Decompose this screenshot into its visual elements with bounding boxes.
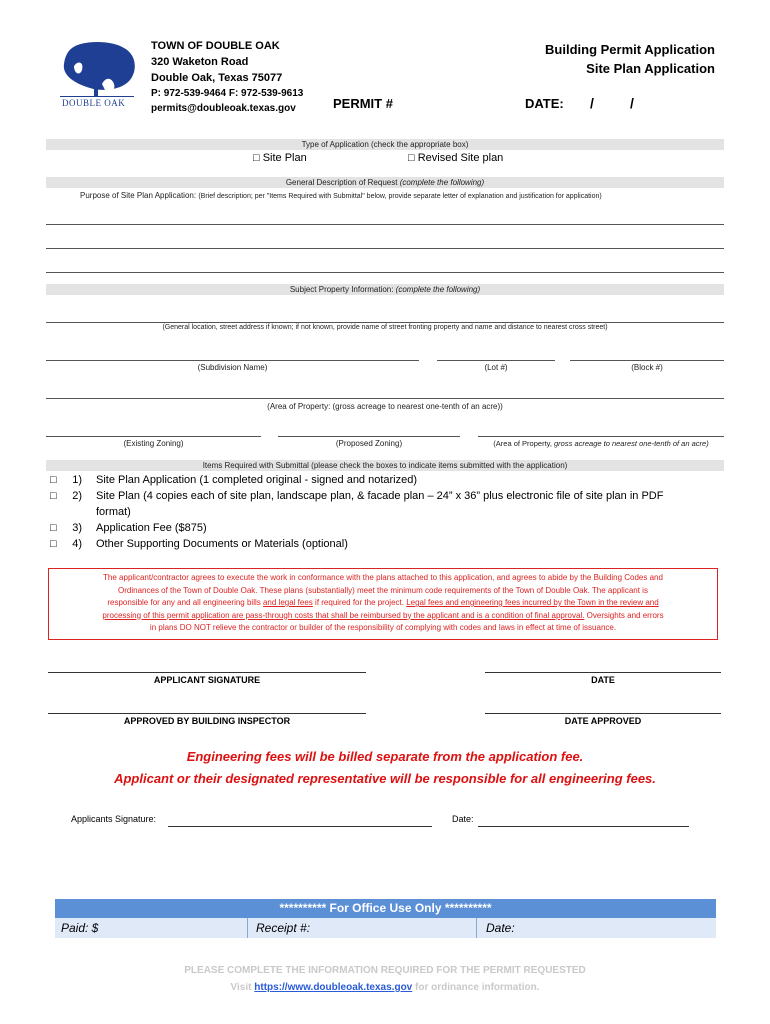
proposed-zoning-line[interactable]	[278, 436, 460, 437]
existing-zoning-line[interactable]	[46, 436, 261, 437]
list-item	[50, 488, 663, 504]
form-title	[545, 40, 715, 78]
org-city: Double Oak, Texas 75077	[151, 72, 283, 84]
date-separator: /	[630, 95, 634, 111]
logo-text: DOUBLE OAK	[62, 98, 126, 108]
town-logo	[52, 40, 142, 112]
lot-line[interactable]	[437, 360, 555, 361]
permit-number-label: PERMIT #	[333, 96, 393, 111]
subdivision-caption: (Subdivision Name)	[197, 363, 268, 372]
legal-line: in plans DO NOT relieve the contractor or builder of the responsibility of complying with codes and laws in effect at time of issuance.	[149, 623, 617, 632]
date-approved-line[interactable]	[485, 713, 721, 714]
bottom-date-label: Date:	[452, 814, 474, 824]
item-checkbox[interactable]: □	[50, 490, 57, 502]
block-line[interactable]	[570, 360, 724, 361]
bar-text: Subject Property Information:	[289, 285, 394, 294]
bottom-date-line[interactable]	[478, 826, 689, 827]
area-acre-caption	[478, 439, 724, 448]
legal-line: Ordinances of the Town of Double Oak. These plans (substantially) meet the minimum code requirements of the Town of Double Oak. The applicant is	[118, 585, 648, 595]
purpose-label-row	[80, 191, 700, 200]
legal-underlined: and legal fees	[262, 598, 313, 607]
footer-instruction: PLEASE COMPLETE THE INFORMATION REQUIRED FOR THE PERMIT REQUESTED	[184, 965, 586, 976]
item-text: Site Plan (4 copies each of site plan, landscape plan, & facade plan – 24” x 36” plus electronic file of site plan in PDF	[96, 490, 664, 502]
paid-field: Paid: $	[61, 921, 99, 935]
item-text: Application Fee ($875)	[96, 522, 207, 534]
footer	[0, 962, 770, 996]
location-caption: (General location, street address if known; if not known, provide name of street fronting property and name and distance to nearest cross street)	[162, 324, 608, 331]
org-name: TOWN OF DOUBLE OAK	[151, 40, 280, 52]
column-divider	[247, 918, 248, 938]
subject-property-bar	[46, 284, 724, 295]
engineering-notice	[0, 746, 770, 790]
org-email: permits@doubleoak.texas.gov	[151, 103, 296, 114]
organization-block	[151, 38, 303, 116]
item-text: Other Supporting Documents or Materials (optional)	[96, 538, 348, 550]
office-date-field: Date:	[486, 921, 515, 935]
legal-agreement-box	[48, 568, 718, 640]
item-number: 2)	[72, 490, 82, 502]
bar-note: (complete the following)	[399, 178, 485, 187]
form-title-line2: Site Plan Application	[586, 61, 715, 76]
area-caption: (Area of Property: (gross acreage to nearest one-tenth of an acre))	[267, 402, 503, 411]
form-title-line1: Building Permit Application	[545, 42, 715, 57]
applicant-signature-label: APPLICANT SIGNATURE	[153, 675, 261, 685]
bar-note: (complete the following)	[395, 285, 481, 294]
item-number: 3)	[72, 522, 82, 534]
purpose-line-2[interactable]	[46, 248, 724, 249]
legal-text: if required for the project.	[312, 598, 407, 607]
lot-caption: (Lot #)	[484, 363, 508, 372]
item-checkbox[interactable]: □	[50, 522, 57, 534]
date-line[interactable]	[485, 672, 721, 673]
legal-line: The applicant/contractor agrees to execute the work in conformance with the plans attached to this application, and agrees to abide by the Building Codes and	[103, 573, 663, 582]
footer-tail: for ordinance information.	[412, 982, 540, 993]
applicants-signature-line[interactable]	[168, 826, 432, 827]
date-signature-label: DATE	[591, 675, 615, 685]
items-required-bar: Items Required with Submittal (please check the boxes to indicate items submitted with the application)	[46, 460, 724, 471]
date-approved-label: DATE APPROVED	[564, 716, 642, 726]
list-item	[50, 520, 207, 536]
type-of-application-bar: Type of Application (check the appropriate box)	[46, 139, 724, 150]
block-caption: (Block #)	[631, 363, 663, 372]
legal-underlined: processing of this permit application are pass-through costs that shall be reimbursed by the applicant and is a condition of final approval.	[102, 610, 585, 620]
location-line[interactable]	[46, 322, 724, 323]
applicants-signature-label: Applicants Signature:	[71, 814, 157, 824]
inspector-label: APPROVED BY BUILDING INSPECTOR	[123, 716, 291, 726]
inspector-signature-line[interactable]	[48, 713, 366, 714]
item-checkbox[interactable]: □	[50, 474, 57, 486]
website-link[interactable]: https://www.doubleoak.texas.gov	[254, 982, 413, 993]
office-use-heading: ********** For Office Use Only **********	[55, 899, 716, 918]
legal-line	[49, 597, 717, 610]
legal-text: responsible for any and all engineering bills	[107, 598, 263, 607]
purpose-line-1[interactable]	[46, 224, 724, 225]
area-acre-line[interactable]	[478, 436, 724, 437]
item-text: Site Plan Application (1 completed original - signed and notarized)	[96, 474, 418, 486]
purpose-note: (Brief description; per "Items Required with Submittal" below, provide separate letter of explanation and justification for application)	[198, 193, 602, 200]
general-description-bar	[46, 177, 724, 188]
area-line[interactable]	[46, 398, 724, 399]
list-item	[50, 472, 417, 488]
footer-visit-line	[0, 979, 770, 996]
area-caption-part: (Area of Property,	[493, 439, 555, 448]
item-number: 1)	[72, 474, 82, 486]
office-use-row	[55, 918, 716, 938]
receipt-field: Receipt #:	[256, 921, 311, 935]
area-caption-italic: gross acreage to nearest one-tenth of an acre)	[554, 439, 709, 448]
list-item	[50, 536, 348, 552]
bar-text: General Description of Request	[285, 178, 398, 187]
engineering-notice-line2: Applicant or their designated representative will be responsible for all engineering fees.	[114, 771, 656, 786]
item-number: 4)	[72, 538, 82, 550]
list-item-continuation	[96, 504, 131, 520]
column-divider	[476, 918, 477, 938]
site-plan-checkbox[interactable]: □ Site Plan	[253, 152, 307, 164]
purpose-line-3[interactable]	[46, 272, 724, 273]
item-text: format)	[96, 506, 131, 518]
proposed-zoning-caption: (Proposed Zoning)	[335, 439, 403, 448]
legal-underlined: Legal fees and engineering fees incurred by the Town in the review and	[406, 598, 659, 607]
existing-zoning-caption: (Existing Zoning)	[123, 439, 184, 448]
footer-visit: Visit	[230, 982, 255, 993]
date-label: DATE:	[525, 96, 564, 111]
legal-line	[49, 610, 717, 623]
applicant-signature-line[interactable]	[48, 672, 366, 673]
date-separator: /	[590, 95, 594, 111]
revised-site-plan-checkbox[interactable]: □ Revised Site plan	[408, 152, 504, 164]
subdivision-line[interactable]	[46, 360, 419, 361]
item-checkbox[interactable]: □	[50, 538, 57, 550]
purpose-label: Purpose of Site Plan Application:	[80, 191, 197, 200]
legal-text: Oversights and errors	[584, 610, 664, 620]
engineering-notice-line1: Engineering fees will be billed separate from the application fee.	[186, 749, 584, 764]
org-phone: P: 972-539-9464 F: 972-539-9613	[151, 88, 304, 99]
org-street: 320 Waketon Road	[151, 56, 249, 68]
